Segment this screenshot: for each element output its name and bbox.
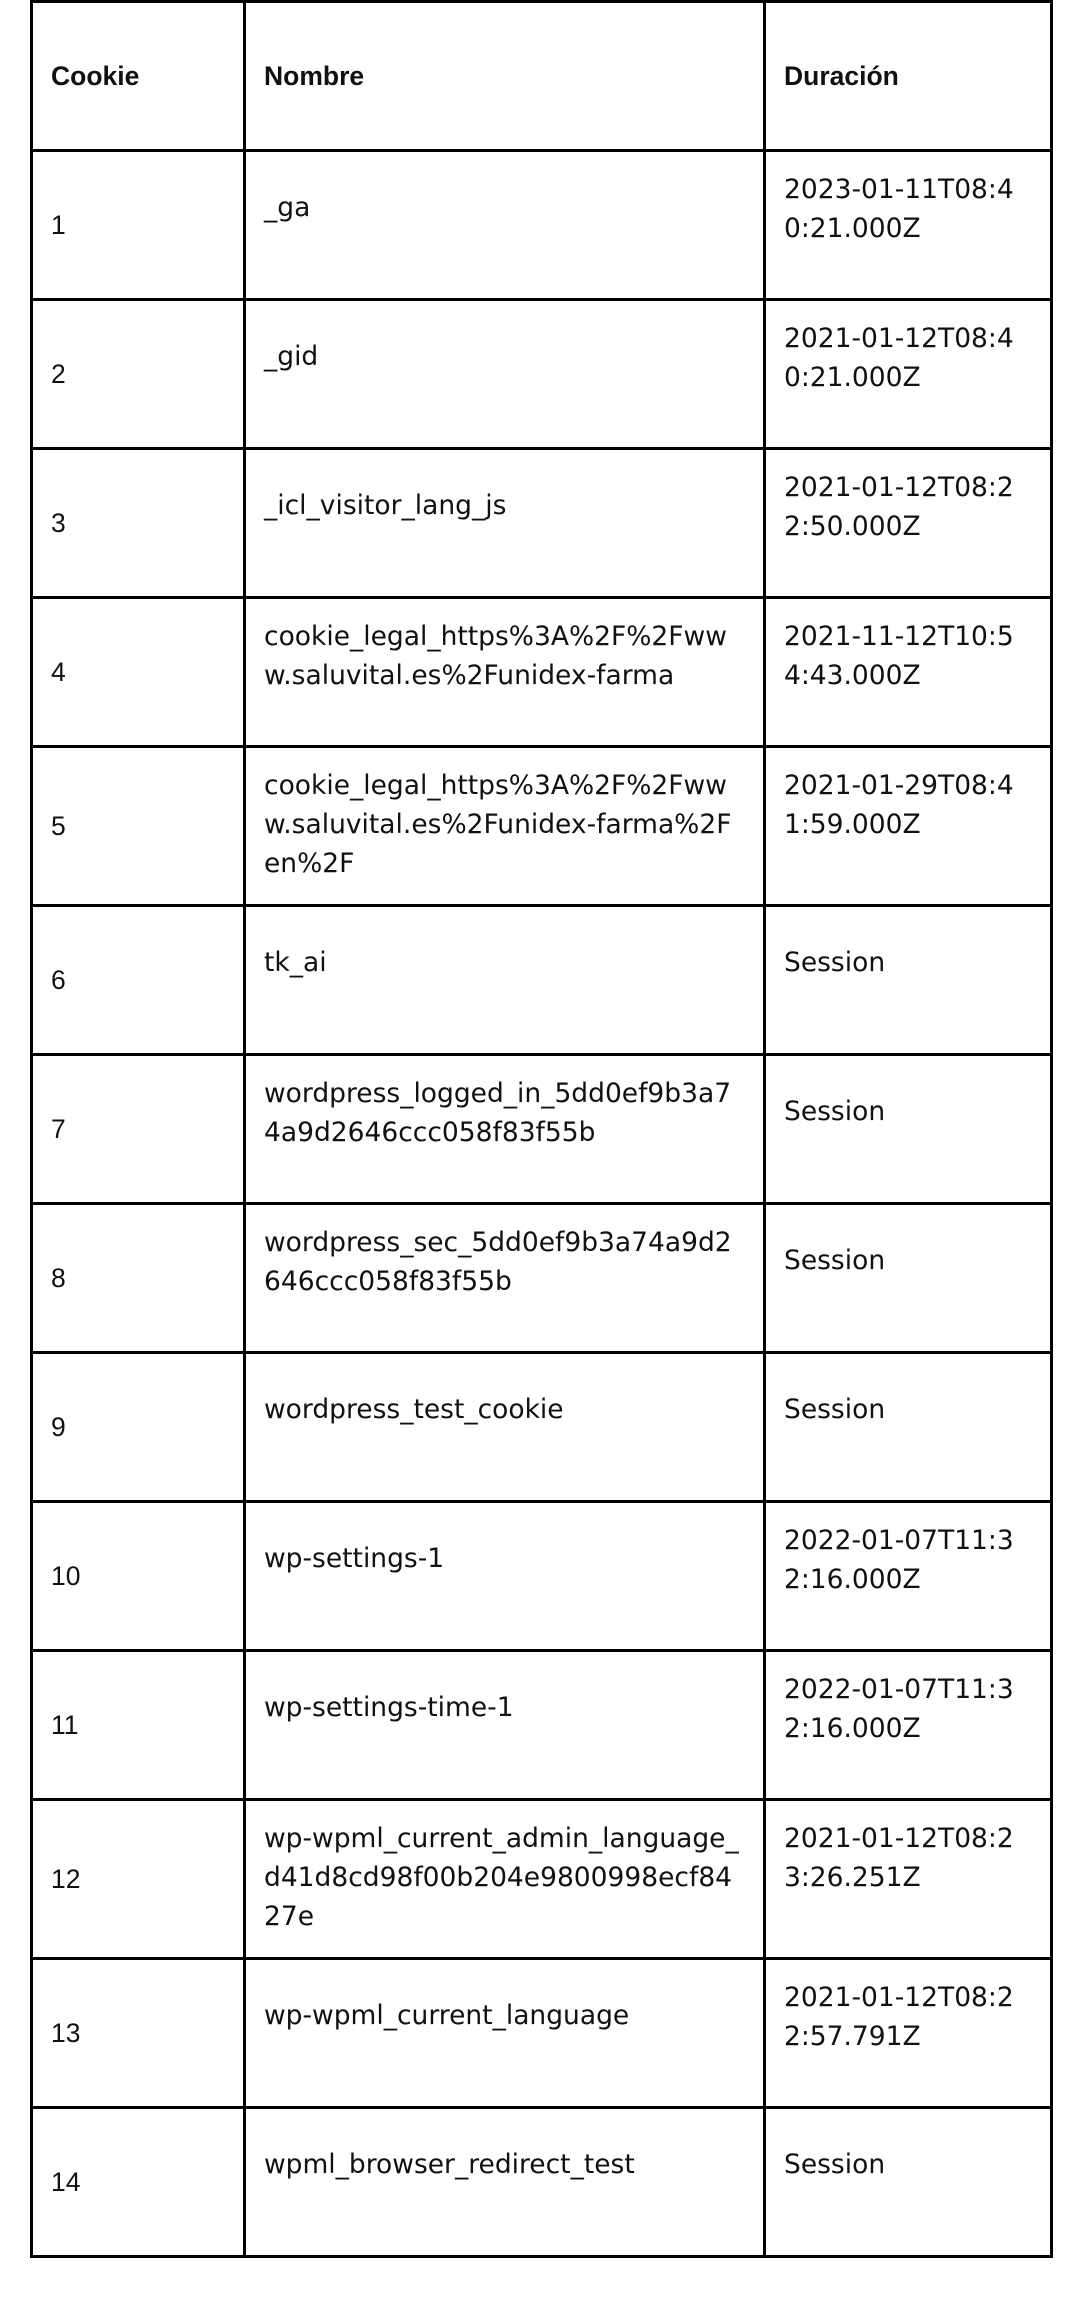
column-header-duracion: Duración (765, 2, 1052, 151)
cookie-name: wpml_browser_redirect_test (245, 2108, 765, 2257)
cookie-name: tk_ai (245, 906, 765, 1055)
cookie-number: 10 (32, 1502, 245, 1651)
cookie-number: 3 (32, 449, 245, 598)
column-header-nombre: Nombre (245, 2, 765, 151)
cookie-duration: 2021-01-29T08:41:59.000Z (765, 747, 1052, 906)
table-row (32, 449, 1052, 598)
cookie-name: wordpress_test_cookie (245, 1353, 765, 1502)
table-row (32, 747, 1052, 906)
cookie-number: 13 (32, 1959, 245, 2108)
table-row (32, 1353, 1052, 1502)
table-row (32, 1800, 1052, 1959)
cookie-duration: Session (765, 1055, 1052, 1204)
header-row (32, 2, 1052, 151)
cookie-name: _icl_visitor_lang_js (245, 449, 765, 598)
cookie-duration: 2021-01-12T08:40:21.000Z (765, 300, 1052, 449)
cookie-number: 4 (32, 598, 245, 747)
cookie-number: 12 (32, 1800, 245, 1959)
table-row (32, 2108, 1052, 2257)
table-row (32, 598, 1052, 747)
table-row (32, 300, 1052, 449)
cookie-duration: Session (765, 2108, 1052, 2257)
cookie-number: 2 (32, 300, 245, 449)
cookie-name: wp-settings-time-1 (245, 1651, 765, 1800)
table-row (32, 151, 1052, 300)
cookie-duration: 2021-01-12T08:22:50.000Z (765, 449, 1052, 598)
cookie-duration: Session (765, 1204, 1052, 1353)
cookie-name: wp-wpml_current_admin_language_d41d8cd98f00b204e9800998ecf8427e (245, 1800, 765, 1959)
column-header-cookie: Cookie (32, 2, 245, 151)
cookie-duration: 2023-01-11T08:40:21.000Z (765, 151, 1052, 300)
table-row (32, 1959, 1052, 2108)
cookie-name: _gid (245, 300, 765, 449)
cookie-duration: 2021-11-12T10:54:43.000Z (765, 598, 1052, 747)
table-row (32, 1502, 1052, 1651)
cookie-duration: 2021-01-12T08:22:57.791Z (765, 1959, 1052, 2108)
table-header (32, 2, 1052, 151)
table-row (32, 1651, 1052, 1800)
cookie-duration: 2021-01-12T08:23:26.251Z (765, 1800, 1052, 1959)
cookie-duration: Session (765, 1353, 1052, 1502)
cookie-number: 7 (32, 1055, 245, 1204)
cookie-number: 8 (32, 1204, 245, 1353)
table-row (32, 1055, 1052, 1204)
table-row (32, 906, 1052, 1055)
cookie-number: 6 (32, 906, 245, 1055)
cookie-name: cookie_legal_https%3A%2F%2Fwww.saluvital.es%2Funidex-farma (245, 598, 765, 747)
cookie-number: 14 (32, 2108, 245, 2257)
cookie-duration: Session (765, 906, 1052, 1055)
cookie-name: wp-wpml_current_language (245, 1959, 765, 2108)
cookie-name: _ga (245, 151, 765, 300)
table-row (32, 1204, 1052, 1353)
table-body (32, 151, 1052, 2257)
cookie-number: 9 (32, 1353, 245, 1502)
cookie-number: 5 (32, 747, 245, 906)
cookie-name: wordpress_sec_5dd0ef9b3a74a9d2646ccc058f83f55b (245, 1204, 765, 1353)
cookie-table (30, 0, 1053, 2258)
cookie-name: wordpress_logged_in_5dd0ef9b3a74a9d2646ccc058f83f55b (245, 1055, 765, 1204)
cookie-number: 11 (32, 1651, 245, 1800)
cookie-duration: 2022-01-07T11:32:16.000Z (765, 1502, 1052, 1651)
cookie-name: cookie_legal_https%3A%2F%2Fwww.saluvital.es%2Funidex-farma%2Fen%2F (245, 747, 765, 906)
cookie-number: 1 (32, 151, 245, 300)
cookie-name: wp-settings-1 (245, 1502, 765, 1651)
cookie-duration: 2022-01-07T11:32:16.000Z (765, 1651, 1052, 1800)
